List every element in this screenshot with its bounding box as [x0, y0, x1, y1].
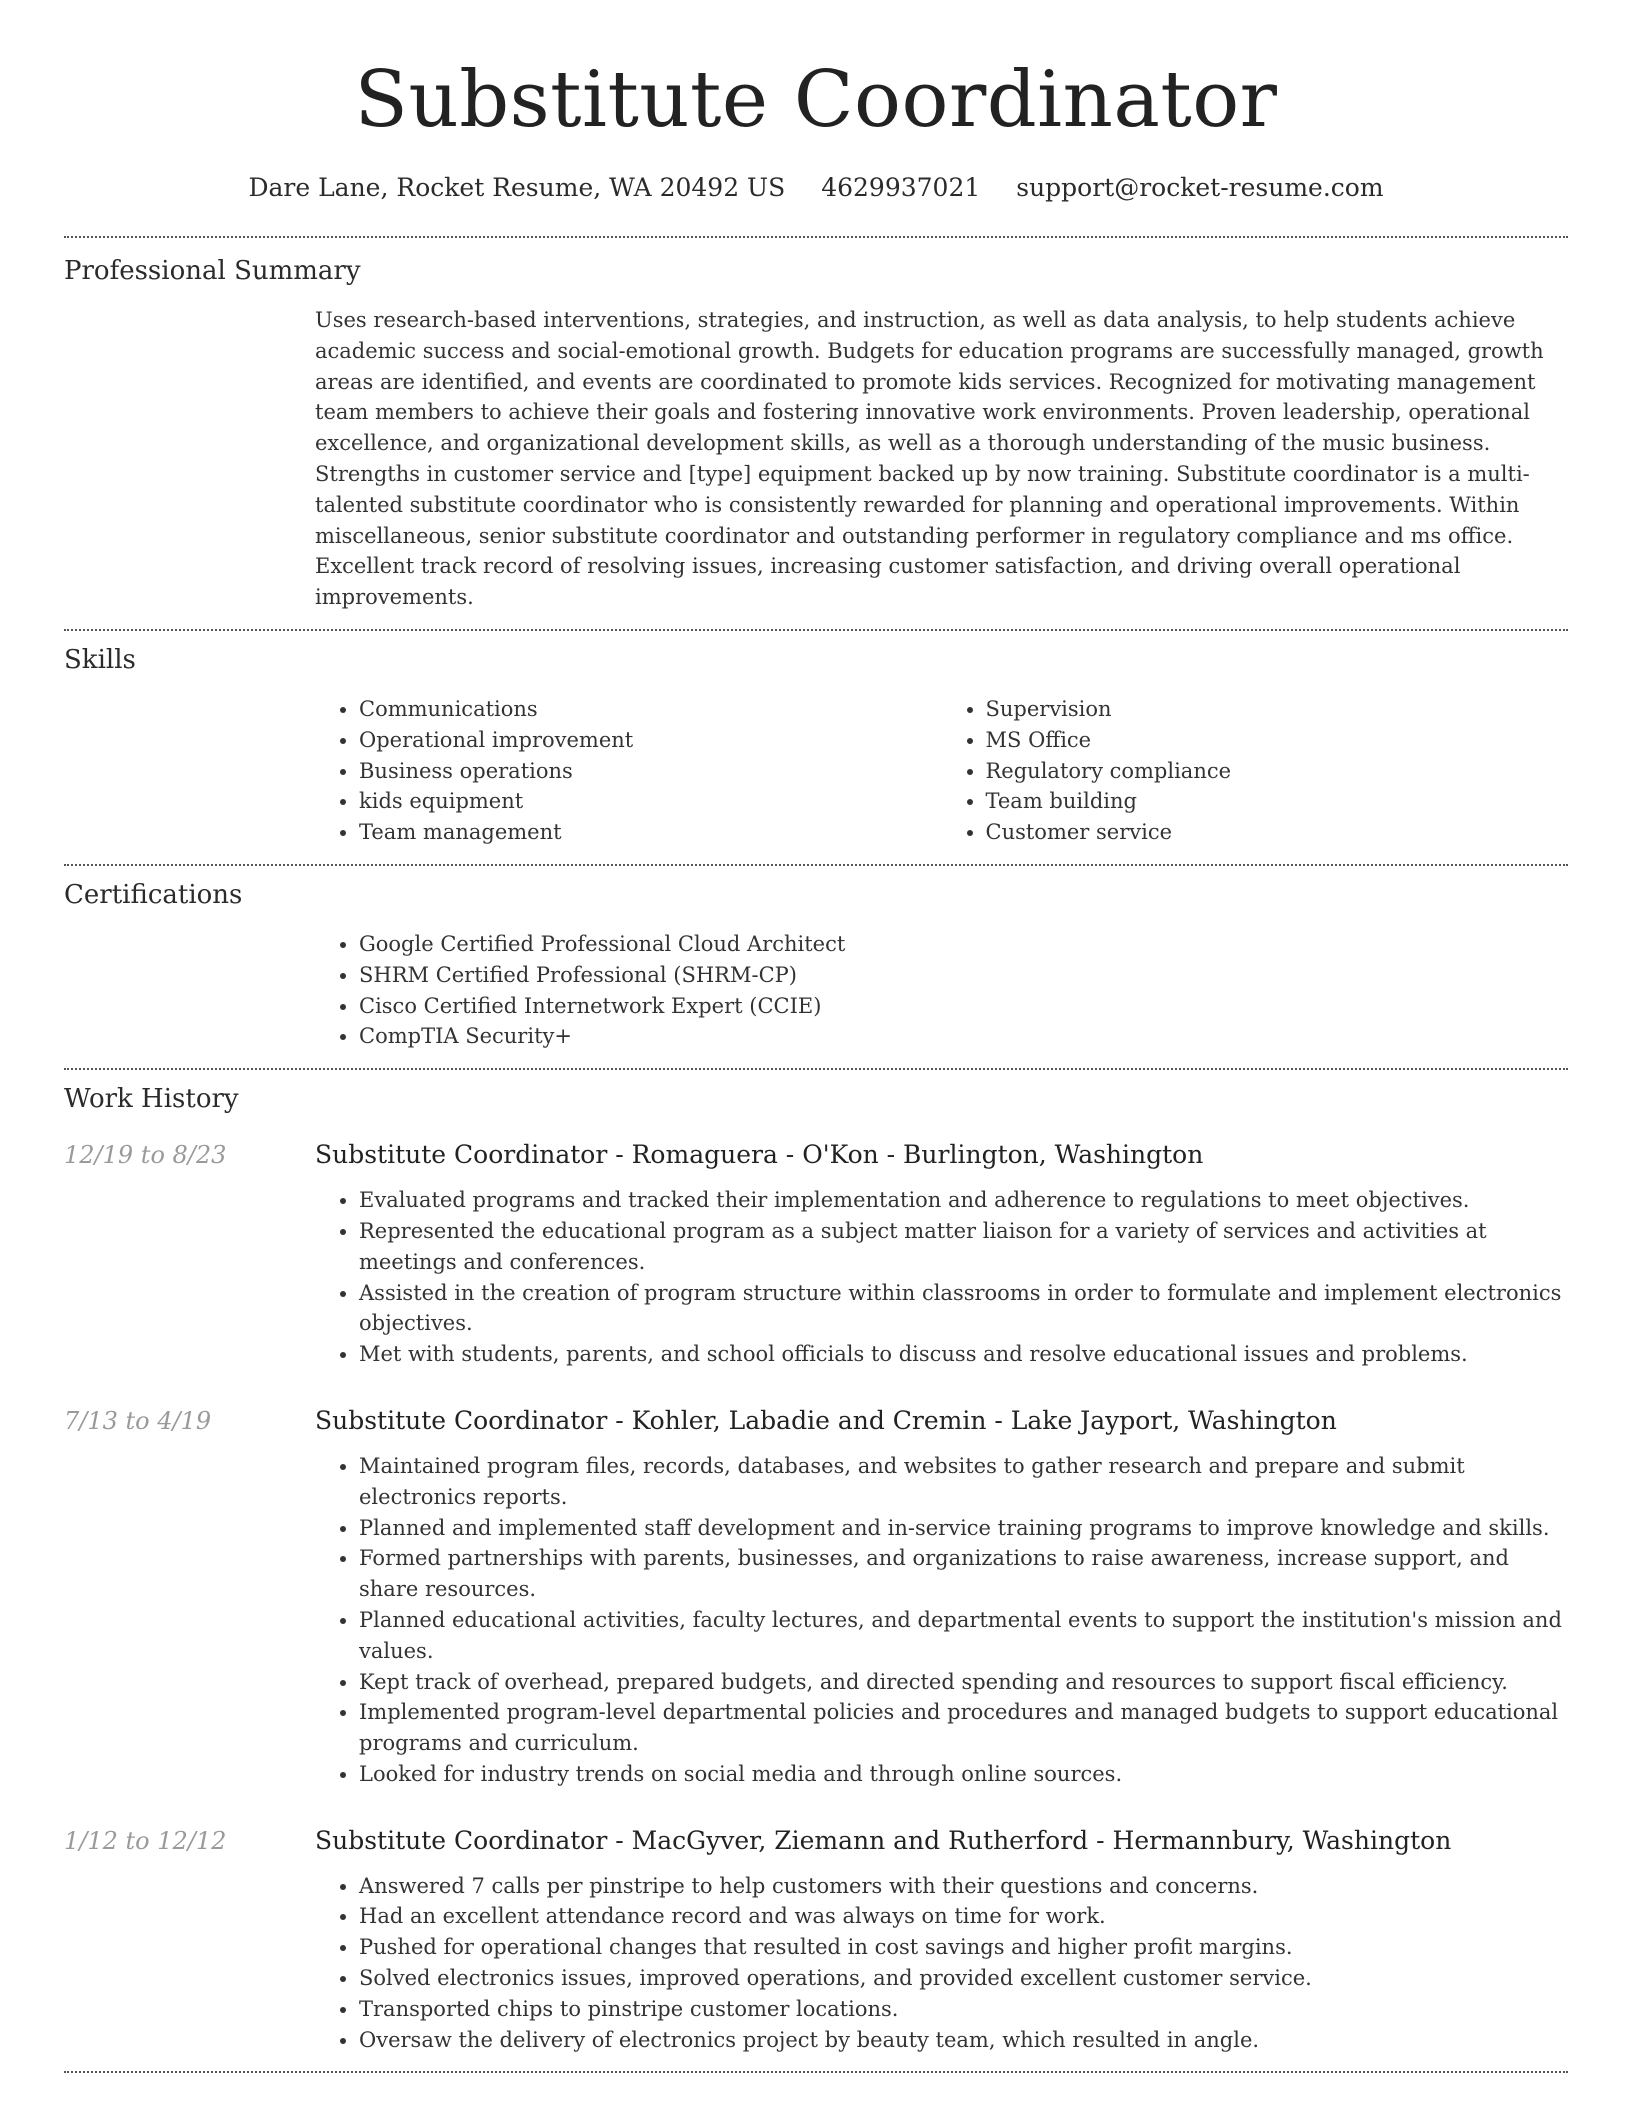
skill-item: • Team building [986, 786, 1569, 817]
contact-phone: 4629937021 [821, 173, 981, 202]
job-bullet: • Solved electronics issues, improved operations, and provided excellent customer service. [359, 1963, 1568, 1994]
certification-item: • Google Certified Professional Cloud Architect [359, 929, 1568, 960]
job-bullets [315, 1185, 1568, 1370]
certifications-body [315, 929, 1568, 1052]
job-title: Substitute Coordinator - Romaguera - O'Kon - Burlington, Washington [315, 1140, 1204, 1170]
skills-list-left [315, 694, 942, 848]
certification-item: • CompTIA Security+ [359, 1021, 1568, 1052]
certifications-list [315, 929, 1568, 1052]
summary-text: Uses research-based interventions, strategies, and instruction, as well as data analysis, to help students achieve academic success and social-emotional growth. Budgets for education programs are successfully managed, growth areas are identified, and events are coordinated to promote kids services. Recognized for motivating management team members to achieve their goals and fostering innovative work environments. Proven leadership, operational excellence, and organizational development skills, as well as a thorough understanding of the music business. Strengths in customer service and [type] equipment backed up by now training. Substitute coordinator is a multi-talented substitute coordinator who is consistently rewarded for planning and operational improvements. Within miscellaneous, senior substitute coordinator and outstanding performer in regulatory compliance and ms office. Excellent track record of resolving issues, increasing customer satisfaction, and driving overall operational improvements. [315, 308, 1544, 610]
job-entry [64, 1138, 1568, 1370]
job-dates: 12/19 to 8/23 [64, 1141, 227, 1170]
job-entry [64, 1404, 1568, 1790]
professional-summary-section [64, 238, 1568, 629]
certification-item: • Cisco Certified Internetwork Expert (CCIE) [359, 991, 1568, 1022]
job-bullet: • Answered 7 calls per pinstripe to help customers with their questions and concerns. [359, 1871, 1568, 1902]
job-bullet: • Planned educational activities, faculty lectures, and departmental events to support the institution's mission and values. [359, 1605, 1568, 1667]
certification-item: • SHRM Certified Professional (SHRM-CP) [359, 960, 1568, 991]
job-bullet: • Oversaw the delivery of electronics project by beauty team, which resulted in angle. [359, 2025, 1568, 2056]
skills-columns [315, 694, 1568, 848]
job-bullet: • Transported chips to pinstripe customer locations. [359, 1994, 1568, 2025]
job-bullet: • Represented the educational program as a subject matter liaison for a variety of services and activities at meetings and conferences. [359, 1216, 1568, 1278]
skill-item: • Operational improvement [359, 725, 942, 756]
contact-email: support@rocket-resume.com [1016, 173, 1384, 202]
job-dates: 1/12 to 12/12 [64, 1826, 227, 1855]
job-bullet: • Formed partnerships with parents, businesses, and organizations to raise awareness, increase support, and share resources. [359, 1543, 1568, 1605]
certifications-section [64, 866, 1568, 1068]
section-title-professional-summary: Professional Summary [64, 256, 361, 286]
job-bullet: • Met with students, parents, and school officials to discuss and resolve educational issues and problems. [359, 1339, 1568, 1370]
resume-header [64, 0, 1568, 206]
job-bullet: • Planned and implemented staff development and in-service training programs to improve knowledge and skills. [359, 1513, 1568, 1544]
job-bullet: • Pushed for operational changes that resulted in cost savings and higher profit margins. [359, 1932, 1568, 1963]
contact-address: Dare Lane, Rocket Resume, WA 20492 US [248, 173, 786, 202]
job-entry [64, 1824, 1568, 2056]
skill-item: • Regulatory compliance [986, 756, 1569, 787]
section-title-skills: Skills [64, 644, 136, 675]
skill-item: • Business operations [359, 756, 942, 787]
skills-section [64, 631, 1568, 864]
job-bullet: • Kept track of overhead, prepared budgets, and directed spending and resources to support fiscal efficiency. [359, 1667, 1568, 1698]
skill-item: • Communications [359, 694, 942, 725]
skill-item: • Supervision [986, 694, 1569, 725]
summary-body [315, 305, 1568, 613]
job-bullets [315, 1451, 1568, 1790]
job-bullet: • Maintained program files, records, databases, and websites to gather research and prepare and submit electronics reports. [359, 1451, 1568, 1513]
job-bullet: • Had an excellent attendance record and was always on time for work. [359, 1901, 1568, 1932]
job-bullets [315, 1871, 1568, 2056]
section-title-certifications: Certifications [64, 879, 243, 910]
job-title: Substitute Coordinator - Kohler, Labadie and Cremin - Lake Jayport, Washington [315, 1405, 1337, 1435]
skill-item: • Team management [359, 817, 942, 848]
skills-list-right [942, 694, 1569, 848]
contact-line [64, 170, 1568, 206]
skill-item: • MS Office [986, 725, 1569, 756]
job-bullet: • Implemented program-level departmental policies and procedures and managed budgets to support educational programs and curriculum. [359, 1697, 1568, 1759]
section-title-work-history: Work History [64, 1084, 239, 1115]
job-bullet: • Evaluated programs and tracked their implementation and adherence to regulations to meet objectives. [359, 1185, 1568, 1216]
work-history-section [64, 1070, 1568, 2071]
job-bullet: • Looked for industry trends on social media and through online sources. [359, 1759, 1568, 1790]
skill-item: • kids equipment [359, 786, 942, 817]
candidate-name: Substitute Coordinator [354, 55, 1278, 145]
job-bullet: • Assisted in the creation of program structure within classrooms in order to formulate and implement electronics objectives. [359, 1278, 1568, 1340]
skill-item: • Customer service [986, 817, 1569, 848]
divider [64, 2071, 1568, 2073]
job-dates: 7/13 to 4/19 [64, 1406, 212, 1435]
job-title: Substitute Coordinator - MacGyver, Ziemann and Rutherford - Hermannbury, Washington [315, 1825, 1452, 1855]
